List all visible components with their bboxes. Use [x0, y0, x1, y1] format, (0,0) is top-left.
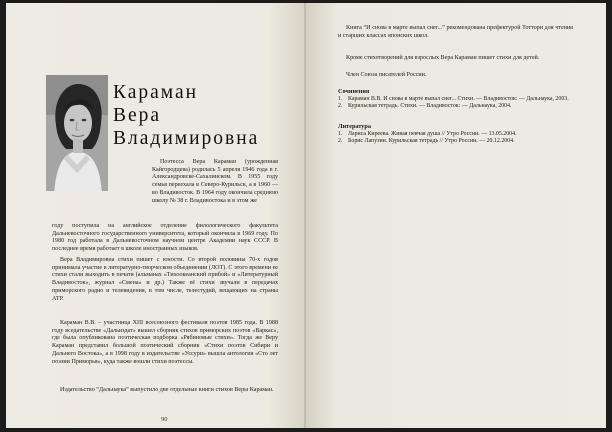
left-page	[6, 3, 305, 428]
bio-paragraph-5: Издательство “Дальнаука” выпустило две отдельные книги стихов Веры Караман.	[60, 387, 274, 393]
author-portrait-photo	[46, 75, 108, 191]
bio-paragraph-3: Вера Владимировна стихи пишет с юности. Со второй половины 70-х годов принимала участие в литературно-творческом объединении (ЛОТ). С этого времени ее стихи стали выходить в печати (альманах «Тихоокеанский прибой» и «Литературный Владивосток», журнал «Смена» и др.) Также её стихи звучали в передачах приморского радио и телевидения, в том числе, телестудий, вещающих на страны АТР.	[52, 257, 278, 302]
literature-heading: Литература	[338, 123, 371, 130]
list-item-text: Караман В.В. И снова в марте выпал снег... Стихи. — Владивосток: — Дальнаука, 2003.	[348, 96, 569, 102]
author-patronymic: Владимировна	[113, 128, 260, 149]
right-paragraph-2: Кроме стихотворений для взрослых Вера Караман пишет стихи для детей.	[346, 55, 540, 61]
works-heading: Сочинения	[338, 88, 370, 95]
portrait-icon	[46, 75, 108, 191]
works-list	[338, 96, 570, 110]
list-item-text: Лариса Киреева. Живая певчая душа // Утро России. — 13.05.2004.	[348, 131, 517, 137]
author-first-name: Вера	[113, 105, 162, 126]
page-number: 90	[161, 416, 168, 423]
list-item-number: 2.	[338, 138, 343, 145]
list-item	[338, 96, 570, 103]
list-item-number: 1.	[338, 96, 343, 102]
right-paragraph-3: Член Союза писателей России.	[346, 72, 427, 78]
list-item-text: Борис Лапузин. Курильская тетрадь // Утро России. — 20.12.2004.	[348, 138, 515, 145]
list-item	[338, 138, 570, 145]
bio-paragraph-2: году поступила на английское отделение филологического факультета Дальневосточного государственного университета, который окончила в 1969 году. По 1980 год работала в Дальневосточном научном центре Академии наук СССР. В последнее время работает в школе иностранных языков.	[52, 223, 278, 253]
bio-paragraph-4: Караман В.В. – участница XIII всесоюзного фестиваля поэтов 1985 года. В 1988 году вседательстве «Дальиздат» вышел сборник стихов приморских поэтов «Варкас», где была опубликована поэтическая подборка «Рябиновые стихи». Тогда же Веру Караман представил большой поэтический сборник «Стихи поэтов Сибири и Дальнего Востока», а в 1998 году в издательстве «Уссури» вышла антология «Сто лет поэзии Приморья», куда также вошли стихи поэтессы.	[52, 320, 278, 365]
book-spread	[6, 3, 606, 428]
list-item	[338, 103, 570, 110]
list-item	[338, 131, 570, 138]
literature-list	[338, 131, 570, 145]
right-paragraph-1: Книга “И снова в марте выпал снег...” рекомендована префектурой Тоттори для чтения и старших классах японских школ.	[338, 25, 573, 39]
list-item-number: 2.	[338, 103, 343, 110]
list-item-text: Курильская тетрадь. Стихи. — Владивосток: — Дальнаука, 2004.	[348, 103, 512, 110]
list-item-number: 1.	[338, 131, 343, 137]
author-name-heading	[113, 81, 303, 150]
author-surname: Караман	[113, 82, 199, 103]
right-page	[306, 3, 606, 428]
bio-paragraph-1: Поэтесса Вера Караман (урожденная Кайгородцева) родилась 5 апреля 1946 года в г. Александровске-Сахалинском. В 1955 году семья переехала в Северо-Курильск, а в 1960 — во Владивосток. В 1964 году окончила среднюю школу № 38 г. Владивостока и в этом же	[152, 159, 278, 204]
